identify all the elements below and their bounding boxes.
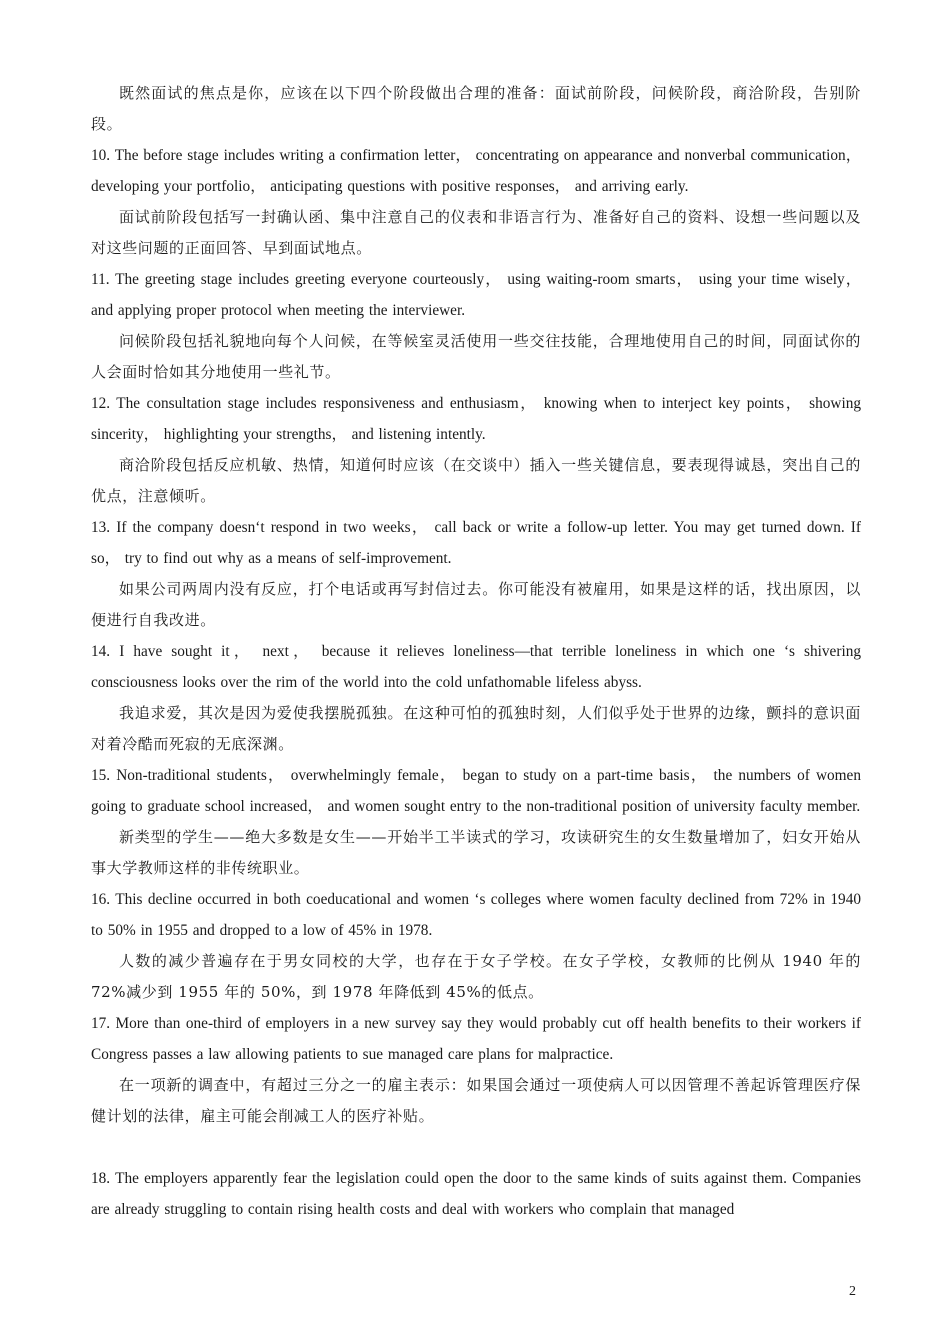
paragraph-15-en: 15. Non-traditional students， overwhelmingly female， began to study on a part-time basis， the numbers of women going to graduate school increased， and women sought entry to the non-traditional position of university faculty member. — [91, 767, 861, 815]
paragraph-18-en: 18. The employers apparently fear the legislation could open the door to the same kinds of suits against them. Companies are already struggling to contain rising health costs and deal with workers who complain that managed — [91, 1170, 861, 1218]
paragraph-12-zh: 商洽阶段包括反应机敏、热情，知道何时应该（在交谈中）插入一些关键信息，要表现得诚恳，突出自己的优点，注意倾听。 — [91, 456, 861, 505]
paragraph-11-zh: 问候阶段包括礼貌地向每个人问候，在等候室灵活使用一些交往技能，合理地使用自己的时间，同面试你的人会面时恰如其分地使用一些礼节。 — [91, 332, 861, 381]
paragraph-13-zh: 如果公司两周内没有反应，打个电话或再写封信过去。你可能没有被雇用，如果是这样的话，找出原因，以便进行自我改进。 — [91, 580, 861, 629]
paragraph-17-zh: 在一项新的调查中，有超过三分之一的雇主表示：如果国会通过一项使病人可以因管理不善起诉管理医疗保健计划的法律，雇主可能会削减工人的医疗补贴。 — [91, 1076, 861, 1125]
paragraph-17-en: 17. More than one-third of employers in a new survey say they would probably cut off health benefits to their workers if Congress passes a law allowing patients to sue managed care plans for malpractice. — [91, 1015, 861, 1063]
paragraph-11-en: 11. The greeting stage includes greeting everyone courteously， using waiting-room smarts， using your time wisely， and applying proper protocol when meeting the interviewer. — [91, 271, 861, 319]
paragraph-intro-zh: 既然面试的焦点是你，应该在以下四个阶段做出合理的准备：面试前阶段，问候阶段，商洽阶段，告别阶段。 — [91, 84, 861, 133]
blank-line — [91, 1132, 861, 1163]
page-number: 2 — [849, 1284, 856, 1299]
paragraph-10-en: 10. The before stage includes writing a confirmation letter， concentrating on appearance and nonverbal communication， developing your portfolio， anticipating questions with positive responses， and arriving early. — [91, 147, 861, 195]
document-body — [91, 78, 861, 1225]
paragraph-14-en: 14. I have sought it， next， because it relieves loneliness—that terrible loneliness in which one ‘s shivering consciousness looks over the rim of the world into the cold unfathomable lifeless abyss. — [91, 643, 861, 691]
paragraph-16-zh: 人数的减少普遍存在于男女同校的大学，也存在于女子学校。在女子学校，女教师的比例从 1940 年的 72%减少到 1955 年的 50%，到 1978 年降低到 45%的低点。 — [91, 952, 861, 1001]
paragraph-16-en: 16. This decline occurred in both coeducational and women ‘s colleges where women faculty declined from 72% in 1940 to 50% in 1955 and dropped to a low of 45% in 1978. — [91, 891, 861, 939]
paragraph-10-zh: 面试前阶段包括写一封确认函、集中注意自己的仪表和非语言行为、准备好自己的资料、设想一些问题以及对这些问题的正面回答、早到面试地点。 — [91, 208, 861, 257]
paragraph-12-en: 12. The consultation stage includes responsiveness and enthusiasm， knowing when to interject key points， showing sincerity， highlighting your strengths， and listening intently. — [91, 395, 861, 443]
paragraph-15-zh: 新类型的学生——绝大多数是女生——开始半工半读式的学习，攻读研究生的女生数量增加了，妇女开始从事大学教师这样的非传统职业。 — [91, 828, 861, 877]
paragraph-13-en: 13. If the company doesn‘t respond in two weeks， call back or write a follow-up letter. You may get turned down. If so， try to find out why as a means of self-improvement. — [91, 519, 861, 567]
paragraph-14-zh: 我追求爱，其次是因为爱使我摆脱孤独。在这种可怕的孤独时刻，人们似乎处于世界的边缘，颤抖的意识面对着冷酷而死寂的无底深渊。 — [91, 704, 861, 753]
